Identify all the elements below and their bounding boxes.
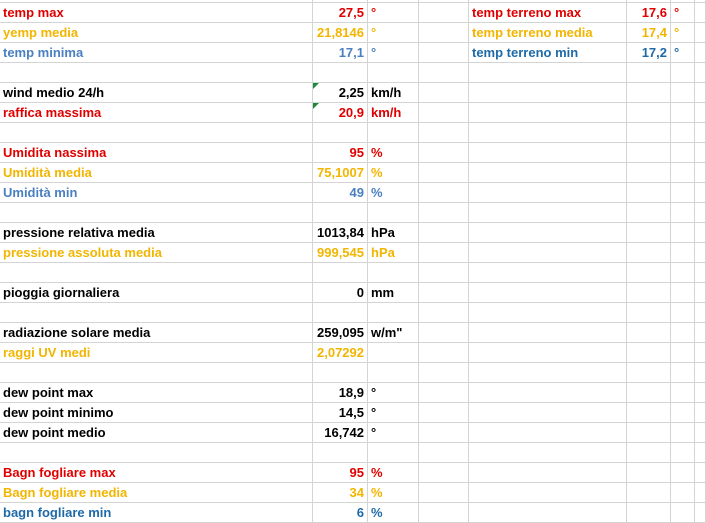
grid-cell[interactable] [695, 223, 706, 243]
grid-cell[interactable] [313, 303, 368, 323]
grid-cell[interactable] [419, 23, 469, 43]
grid-cell[interactable] [469, 83, 627, 103]
right-unit-cell[interactable]: ° [671, 3, 695, 23]
grid-cell[interactable] [313, 123, 368, 143]
value-cell[interactable]: 18,9 [313, 383, 368, 403]
grid-cell[interactable] [0, 203, 313, 223]
grid-cell[interactable] [368, 263, 419, 283]
grid-cell[interactable] [469, 103, 627, 123]
grid-cell[interactable] [627, 243, 671, 263]
label-cell[interactable]: pioggia giornaliera [0, 283, 313, 303]
grid-cell[interactable] [0, 63, 313, 83]
grid-cell[interactable] [671, 243, 695, 263]
grid-cell[interactable] [419, 263, 469, 283]
grid-cell[interactable] [627, 503, 671, 523]
grid-cell[interactable] [695, 483, 706, 503]
grid-cell[interactable] [627, 363, 671, 383]
value-cell[interactable]: 27,5 [313, 3, 368, 23]
grid-cell[interactable] [419, 83, 469, 103]
grid-cell[interactable] [419, 3, 469, 23]
grid-cell[interactable] [695, 283, 706, 303]
grid-cell[interactable] [671, 503, 695, 523]
grid-cell[interactable] [469, 403, 627, 423]
grid-cell[interactable] [671, 143, 695, 163]
right-value-cell[interactable]: 17,4 [627, 23, 671, 43]
grid-cell[interactable] [671, 103, 695, 123]
grid-cell[interactable] [368, 443, 419, 463]
grid-cell[interactable] [419, 303, 469, 323]
grid-cell[interactable] [368, 203, 419, 223]
right-value-cell[interactable]: 17,2 [627, 43, 671, 63]
grid-cell[interactable] [469, 143, 627, 163]
label-cell[interactable]: raggi UV medi [0, 343, 313, 363]
unit-cell[interactable]: w/m" [368, 323, 419, 343]
grid-cell[interactable] [419, 423, 469, 443]
grid-cell[interactable] [695, 343, 706, 363]
value-cell[interactable]: 95 [313, 463, 368, 483]
grid-cell[interactable] [419, 363, 469, 383]
grid-cell[interactable] [627, 343, 671, 363]
grid-cell[interactable] [0, 363, 313, 383]
grid-cell[interactable] [469, 203, 627, 223]
grid-cell[interactable] [419, 243, 469, 263]
grid-cell[interactable] [695, 103, 706, 123]
unit-cell[interactable]: % [368, 183, 419, 203]
grid-cell[interactable] [671, 63, 695, 83]
grid-cell[interactable] [469, 363, 627, 383]
grid-cell[interactable] [671, 183, 695, 203]
grid-cell[interactable] [313, 443, 368, 463]
value-cell[interactable]: 999,545 [313, 243, 368, 263]
grid-cell[interactable] [469, 423, 627, 443]
grid-cell[interactable] [419, 163, 469, 183]
grid-cell[interactable] [671, 223, 695, 243]
grid-cell[interactable] [671, 163, 695, 183]
value-cell[interactable]: 21,8146 [313, 23, 368, 43]
label-cell[interactable]: radiazione solare media [0, 323, 313, 343]
grid-cell[interactable] [469, 243, 627, 263]
value-cell[interactable]: 0 [313, 283, 368, 303]
grid-cell[interactable] [627, 463, 671, 483]
grid-cell[interactable] [671, 283, 695, 303]
unit-cell[interactable] [368, 343, 419, 363]
grid-cell[interactable] [695, 463, 706, 483]
grid-cell[interactable] [469, 343, 627, 363]
unit-cell[interactable]: mm [368, 283, 419, 303]
value-cell[interactable]: 2,25 [313, 83, 368, 103]
grid-cell[interactable] [469, 123, 627, 143]
grid-cell[interactable] [368, 303, 419, 323]
grid-cell[interactable] [627, 163, 671, 183]
label-cell[interactable]: Bagn fogliare media [0, 483, 313, 503]
value-cell[interactable]: 34 [313, 483, 368, 503]
grid-cell[interactable] [627, 283, 671, 303]
right-unit-cell[interactable]: ° [671, 23, 695, 43]
grid-cell[interactable] [469, 383, 627, 403]
grid-cell[interactable] [419, 183, 469, 203]
grid-cell[interactable] [627, 83, 671, 103]
grid-cell[interactable] [313, 63, 368, 83]
grid-cell[interactable] [469, 163, 627, 183]
grid-cell[interactable] [695, 83, 706, 103]
value-cell[interactable]: 95 [313, 143, 368, 163]
grid-cell[interactable] [627, 383, 671, 403]
unit-cell[interactable]: ° [368, 403, 419, 423]
right-label-cell[interactable]: temp terreno max [469, 3, 627, 23]
unit-cell[interactable]: % [368, 143, 419, 163]
right-unit-cell[interactable]: ° [671, 43, 695, 63]
grid-cell[interactable] [671, 83, 695, 103]
label-cell[interactable]: Umidità min [0, 183, 313, 203]
grid-cell[interactable] [313, 203, 368, 223]
unit-cell[interactable]: ° [368, 3, 419, 23]
grid-cell[interactable] [627, 143, 671, 163]
grid-cell[interactable] [469, 223, 627, 243]
grid-cell[interactable] [627, 223, 671, 243]
grid-cell[interactable] [419, 503, 469, 523]
grid-cell[interactable] [627, 323, 671, 343]
unit-cell[interactable]: % [368, 463, 419, 483]
label-cell[interactable]: Bagn fogliare max [0, 463, 313, 483]
label-cell[interactable]: wind medio 24/h [0, 83, 313, 103]
unit-cell[interactable]: % [368, 163, 419, 183]
value-cell[interactable]: 2,07292 [313, 343, 368, 363]
grid-cell[interactable] [695, 163, 706, 183]
grid-cell[interactable] [671, 483, 695, 503]
label-cell[interactable]: yemp media [0, 23, 313, 43]
grid-cell[interactable] [695, 183, 706, 203]
grid-cell[interactable] [671, 403, 695, 423]
comment-indicator-icon [313, 83, 319, 89]
grid-cell[interactable] [695, 203, 706, 223]
grid-cell[interactable] [627, 103, 671, 123]
grid-cell[interactable] [695, 503, 706, 523]
label-cell[interactable]: temp max [0, 3, 313, 23]
label-cell[interactable]: dew point max [0, 383, 313, 403]
unit-cell[interactable]: ° [368, 43, 419, 63]
value-cell[interactable]: 75,1007 [313, 163, 368, 183]
grid-cell[interactable] [419, 463, 469, 483]
grid-cell[interactable] [671, 203, 695, 223]
value-cell[interactable]: 17,1 [313, 43, 368, 63]
grid-cell[interactable] [671, 343, 695, 363]
grid-cell[interactable] [419, 443, 469, 463]
unit-cell[interactable]: % [368, 483, 419, 503]
grid-cell[interactable] [368, 363, 419, 383]
grid-cell[interactable] [419, 383, 469, 403]
grid-cell[interactable] [419, 103, 469, 123]
comment-indicator-icon [313, 103, 319, 109]
value-cell[interactable]: 259,095 [313, 323, 368, 343]
unit-cell[interactable]: km/h [368, 103, 419, 123]
value-cell[interactable]: 14,5 [313, 403, 368, 423]
unit-cell[interactable]: ° [368, 23, 419, 43]
grid-cell[interactable] [695, 123, 706, 143]
grid-cell[interactable] [313, 263, 368, 283]
grid-cell[interactable] [469, 303, 627, 323]
label-cell[interactable]: bagn fogliare min [0, 503, 313, 523]
label-cell[interactable]: raffica massima [0, 103, 313, 123]
grid-cell[interactable] [695, 443, 706, 463]
grid-cell[interactable] [368, 123, 419, 143]
value-cell[interactable]: 20,9 [313, 103, 368, 123]
grid-cell[interactable] [419, 143, 469, 163]
label-cell[interactable]: pressione relativa media [0, 223, 313, 243]
grid-cell[interactable] [469, 443, 627, 463]
grid-cell[interactable] [0, 303, 313, 323]
value-cell[interactable]: 6 [313, 503, 368, 523]
grid-cell[interactable] [627, 263, 671, 283]
grid-cell[interactable] [419, 283, 469, 303]
unit-cell[interactable]: % [368, 503, 419, 523]
grid-cell[interactable] [627, 123, 671, 143]
grid-cell[interactable] [671, 443, 695, 463]
right-value-cell[interactable]: 17,6 [627, 3, 671, 23]
grid-cell[interactable] [695, 63, 706, 83]
grid-cell[interactable] [469, 183, 627, 203]
grid-cell[interactable] [368, 63, 419, 83]
grid-cell[interactable] [627, 183, 671, 203]
label-cell[interactable]: Umidita nassima [0, 143, 313, 163]
grid-cell[interactable] [695, 363, 706, 383]
grid-cell[interactable] [695, 403, 706, 423]
grid-cell[interactable] [695, 243, 706, 263]
grid-cell[interactable] [469, 323, 627, 343]
grid-cell[interactable] [419, 223, 469, 243]
grid-cell[interactable] [469, 263, 627, 283]
grid-cell[interactable] [671, 303, 695, 323]
unit-cell[interactable]: hPa [368, 243, 419, 263]
grid-cell[interactable] [695, 383, 706, 403]
grid-cell[interactable] [671, 463, 695, 483]
grid-cell[interactable] [695, 423, 706, 443]
grid-cell[interactable] [469, 283, 627, 303]
grid-cell[interactable] [469, 483, 627, 503]
grid-cell[interactable] [695, 143, 706, 163]
grid-cell[interactable] [419, 203, 469, 223]
grid-cell[interactable] [627, 483, 671, 503]
grid-cell[interactable] [0, 123, 313, 143]
label-cell[interactable]: Umidità media [0, 163, 313, 183]
grid-cell[interactable] [419, 43, 469, 63]
grid-cell[interactable] [627, 203, 671, 223]
grid-cell[interactable] [627, 403, 671, 423]
grid-cell[interactable] [695, 3, 706, 23]
grid-cell[interactable] [419, 323, 469, 343]
grid-cell[interactable] [695, 263, 706, 283]
unit-cell[interactable]: hPa [368, 223, 419, 243]
right-label-cell[interactable]: temp terreno media [469, 23, 627, 43]
unit-cell[interactable]: ° [368, 423, 419, 443]
grid-cell[interactable] [419, 63, 469, 83]
grid-cell[interactable] [695, 23, 706, 43]
grid-cell[interactable] [469, 63, 627, 83]
grid-cell[interactable] [627, 303, 671, 323]
grid-cell[interactable] [671, 263, 695, 283]
grid-cell[interactable] [671, 423, 695, 443]
grid-cell[interactable] [313, 363, 368, 383]
grid-cell[interactable] [469, 503, 627, 523]
grid-cell[interactable] [469, 463, 627, 483]
unit-cell[interactable]: km/h [368, 83, 419, 103]
grid-cell[interactable] [419, 123, 469, 143]
unit-cell[interactable]: ° [368, 383, 419, 403]
label-cell[interactable]: pressione assoluta media [0, 243, 313, 263]
value-cell[interactable]: 16,742 [313, 423, 368, 443]
grid-cell[interactable] [419, 483, 469, 503]
grid-cell[interactable] [627, 423, 671, 443]
label-cell[interactable]: dew point minimo [0, 403, 313, 423]
label-cell[interactable]: dew point medio [0, 423, 313, 443]
grid-cell[interactable] [695, 303, 706, 323]
grid-cell[interactable] [695, 323, 706, 343]
grid-cell[interactable] [671, 383, 695, 403]
value-cell[interactable]: 49 [313, 183, 368, 203]
value-cell[interactable]: 1013,84 [313, 223, 368, 243]
grid-cell[interactable] [671, 323, 695, 343]
grid-cell[interactable] [0, 263, 313, 283]
grid-cell[interactable] [671, 363, 695, 383]
grid-cell[interactable] [419, 403, 469, 423]
grid-cell[interactable] [627, 63, 671, 83]
grid-cell[interactable] [671, 123, 695, 143]
grid-cell[interactable] [0, 443, 313, 463]
grid-cell[interactable] [419, 343, 469, 363]
right-label-cell[interactable]: temp terreno min [469, 43, 627, 63]
grid-cell[interactable] [695, 43, 706, 63]
label-cell[interactable]: temp minima [0, 43, 313, 63]
grid-cell[interactable] [627, 443, 671, 463]
